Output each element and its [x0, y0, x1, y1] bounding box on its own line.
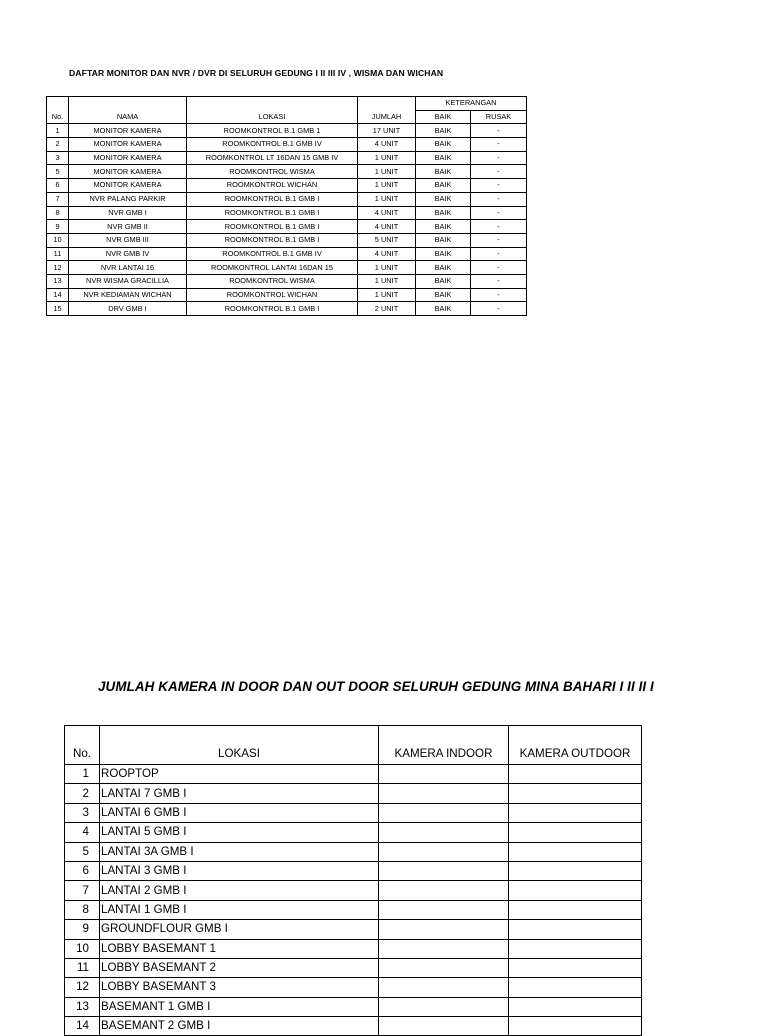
jumlah-cell: 1 UNIT [358, 288, 416, 302]
indoor-cell [379, 842, 509, 861]
nama-cell: NVR GMB I [69, 206, 187, 220]
nama-cell: MONITOR KAMERA [69, 165, 187, 179]
no-cell: 8 [65, 900, 100, 919]
rusak-cell: - [471, 302, 527, 316]
no-header-cell [47, 97, 69, 111]
table-row [65, 881, 642, 900]
nama-cell: NVR WISMA GRACILLIA [69, 274, 187, 288]
no-cell: 14 [65, 1017, 100, 1036]
lokasi-cell: ROOMKONTROL WISMA [187, 274, 358, 288]
baik-cell: BAIK [416, 302, 471, 316]
nama-cell: MONITOR KAMERA [69, 179, 187, 193]
no-cell: 3 [65, 803, 100, 822]
rusak-cell: - [471, 151, 527, 165]
rusak-header: RUSAK [471, 110, 527, 124]
outdoor-header: KAMERA OUTDOOR [509, 726, 642, 765]
indoor-header: KAMERA INDOOR [379, 726, 509, 765]
no-cell: 2 [47, 138, 69, 152]
no-cell: 7 [65, 881, 100, 900]
rusak-cell: - [471, 165, 527, 179]
baik-cell: BAIK [416, 206, 471, 220]
no-cell: 11 [47, 247, 69, 261]
no-cell: 4 [65, 823, 100, 842]
lokasi-cell: LANTAI 1 GMB I [100, 900, 379, 919]
outdoor-cell [509, 997, 642, 1016]
rusak-cell: - [471, 124, 527, 138]
table-row [65, 803, 642, 822]
lokasi-cell: ROOMKONTROL B.1 GMB 1 [187, 124, 358, 138]
rusak-cell: - [471, 192, 527, 206]
table-row [65, 842, 642, 861]
table-row [47, 179, 527, 193]
baik-cell: BAIK [416, 261, 471, 275]
no-cell: 13 [47, 274, 69, 288]
nama-cell: DRV GMB I [69, 302, 187, 316]
table-row [65, 939, 642, 958]
table-row [65, 900, 642, 919]
jumlah-cell: 1 UNIT [358, 179, 416, 193]
indoor-cell [379, 978, 509, 997]
outdoor-cell [509, 881, 642, 900]
nama-cell: NVR LANTAI 16 [69, 261, 187, 275]
indoor-cell [379, 881, 509, 900]
no-cell: 11 [65, 958, 100, 977]
header-row [47, 110, 527, 124]
no-cell: 1 [47, 124, 69, 138]
lokasi-cell: LOBBY BASEMANT 3 [100, 978, 379, 997]
nama-header-cell [69, 97, 187, 111]
indoor-cell [379, 765, 509, 784]
table-row [47, 302, 527, 316]
lokasi-cell: ROOMKONTROL WICHAN [187, 288, 358, 302]
no-cell: 13 [65, 997, 100, 1016]
nama-cell: NVR PALANG PARKIR [69, 192, 187, 206]
lokasi-cell: ROOMKONTROL B.1 GMB I [187, 220, 358, 234]
baik-cell: BAIK [416, 233, 471, 247]
lokasi-cell: ROOMKONTROL LANTAI 16DAN 15 [187, 261, 358, 275]
lokasi-cell: ROOMKONTROL LT 16DAN 15 GMB IV [187, 151, 358, 165]
rusak-cell: - [471, 138, 527, 152]
table-row [47, 124, 527, 138]
lokasi-cell: LANTAI 3 GMB I [100, 861, 379, 880]
no-cell: 9 [47, 220, 69, 234]
nama-header: NAMA [69, 110, 187, 124]
jumlah-header: JUMLAH [358, 110, 416, 124]
monitor-nvr-table [46, 96, 527, 316]
no-cell: 8 [47, 206, 69, 220]
lokasi-cell: ROOMKONTROL B.1 GMB IV [187, 247, 358, 261]
no-cell: 12 [47, 261, 69, 275]
outdoor-cell [509, 784, 642, 803]
indoor-cell [379, 900, 509, 919]
outdoor-cell [509, 920, 642, 939]
outdoor-cell [509, 823, 642, 842]
jumlah-cell: 1 UNIT [358, 261, 416, 275]
jumlah-cell: 17 UNIT [358, 124, 416, 138]
no-cell: 9 [65, 920, 100, 939]
no-cell: 2 [65, 784, 100, 803]
outdoor-cell [509, 861, 642, 880]
baik-cell: BAIK [416, 288, 471, 302]
table-row [47, 288, 527, 302]
no-cell: 15 [47, 302, 69, 316]
no-header: No. [47, 110, 69, 124]
monitor-list-title: DAFTAR MONITOR DAN NVR / DVR DI SELURUH GEDUNG I II III IV , WISMA DAN WICHAN [69, 68, 444, 78]
lokasi-cell: ROOMKONTROL B.1 GMB I [187, 233, 358, 247]
no-header: No. [65, 726, 100, 765]
lokasi-cell: ROOMKONTROL WISMA [187, 165, 358, 179]
nama-cell: NVR GMB IV [69, 247, 187, 261]
lokasi-cell: ROOMKONTROL B.1 GMB I [187, 192, 358, 206]
lokasi-cell: ROOMKONTROL B.1 GMB I [187, 302, 358, 316]
indoor-cell [379, 920, 509, 939]
no-cell: 5 [47, 165, 69, 179]
baik-cell: BAIK [416, 220, 471, 234]
baik-cell: BAIK [416, 138, 471, 152]
nama-cell: NVR GMB III [69, 233, 187, 247]
camera-count-title: JUMLAH KAMERA IN DOOR DAN OUT DOOR SELURUH GEDUNG MINA BAHARI I II II I [98, 679, 654, 694]
no-cell: 14 [47, 288, 69, 302]
jumlah-cell: 1 UNIT [358, 274, 416, 288]
outdoor-cell [509, 803, 642, 822]
indoor-cell [379, 997, 509, 1016]
rusak-cell: - [471, 274, 527, 288]
outdoor-cell [509, 900, 642, 919]
lokasi-cell: ROOMKONTROL B.1 GMB I [187, 206, 358, 220]
indoor-cell [379, 939, 509, 958]
no-cell: 3 [47, 151, 69, 165]
rusak-cell: - [471, 247, 527, 261]
header-row [65, 726, 642, 765]
table-row [65, 920, 642, 939]
table-row [65, 861, 642, 880]
jumlah-cell: 2 UNIT [358, 302, 416, 316]
rusak-cell: - [471, 220, 527, 234]
lokasi-cell: LOBBY BASEMANT 2 [100, 958, 379, 977]
table-row [47, 206, 527, 220]
jumlah-header-cell [358, 97, 416, 111]
baik-cell: BAIK [416, 151, 471, 165]
table-row [65, 958, 642, 977]
indoor-cell [379, 861, 509, 880]
lokasi-cell: LANTAI 5 GMB I [100, 823, 379, 842]
jumlah-cell: 1 UNIT [358, 151, 416, 165]
baik-cell: BAIK [416, 274, 471, 288]
rusak-cell: - [471, 288, 527, 302]
indoor-cell [379, 803, 509, 822]
table-row [65, 978, 642, 997]
baik-cell: BAIK [416, 247, 471, 261]
lokasi-cell: ROOPTOP [100, 765, 379, 784]
table-row [47, 151, 527, 165]
baik-header: BAIK [416, 110, 471, 124]
table-row [65, 823, 642, 842]
outdoor-cell [509, 842, 642, 861]
lokasi-header: LOKASI [187, 110, 358, 124]
lokasi-cell: GROUNDFLOUR GMB I [100, 920, 379, 939]
nama-cell: NVR KEDIAMAN WICHAN [69, 288, 187, 302]
lokasi-cell: LANTAI 6 GMB I [100, 803, 379, 822]
table-row [47, 261, 527, 275]
jumlah-cell: 4 UNIT [358, 247, 416, 261]
lokasi-cell: LANTAI 3A GMB I [100, 842, 379, 861]
no-cell: 6 [65, 861, 100, 880]
table-row [65, 1017, 642, 1036]
table-row [47, 247, 527, 261]
no-cell: 10 [47, 233, 69, 247]
no-cell: 7 [47, 192, 69, 206]
nama-cell: MONITOR KAMERA [69, 138, 187, 152]
baik-cell: BAIK [416, 192, 471, 206]
lokasi-cell: LANTAI 7 GMB I [100, 784, 379, 803]
baik-cell: BAIK [416, 124, 471, 138]
table-row [47, 165, 527, 179]
jumlah-cell: 4 UNIT [358, 138, 416, 152]
jumlah-cell: 1 UNIT [358, 192, 416, 206]
lokasi-cell: ROOMKONTROL B.1 GMB IV [187, 138, 358, 152]
no-cell: 6 [47, 179, 69, 193]
outdoor-cell [509, 1017, 642, 1036]
outdoor-cell [509, 939, 642, 958]
baik-cell: BAIK [416, 179, 471, 193]
indoor-cell [379, 1017, 509, 1036]
nama-cell: MONITOR KAMERA [69, 124, 187, 138]
table-row [65, 765, 642, 784]
lokasi-header: LOKASI [100, 726, 379, 765]
lokasi-header-cell [187, 97, 358, 111]
rusak-cell: - [471, 261, 527, 275]
lokasi-cell: BASEMANT 1 GMB I [100, 997, 379, 1016]
keterangan-header: KETERANGAN [416, 97, 527, 111]
outdoor-cell [509, 958, 642, 977]
outdoor-cell [509, 978, 642, 997]
jumlah-cell: 4 UNIT [358, 220, 416, 234]
no-cell: 12 [65, 978, 100, 997]
rusak-cell: - [471, 206, 527, 220]
jumlah-cell: 1 UNIT [358, 165, 416, 179]
outdoor-cell [509, 765, 642, 784]
header-row-top [47, 97, 527, 111]
table-row [47, 274, 527, 288]
table-row [47, 233, 527, 247]
jumlah-cell: 5 UNIT [358, 233, 416, 247]
jumlah-cell: 4 UNIT [358, 206, 416, 220]
indoor-cell [379, 823, 509, 842]
rusak-cell: - [471, 233, 527, 247]
lokasi-cell: LANTAI 2 GMB I [100, 881, 379, 900]
baik-cell: BAIK [416, 165, 471, 179]
lokasi-cell: BASEMANT 2 GMB I [100, 1017, 379, 1036]
rusak-cell: - [471, 179, 527, 193]
nama-cell: NVR GMB II [69, 220, 187, 234]
indoor-cell [379, 958, 509, 977]
table-row [47, 192, 527, 206]
table-row [65, 997, 642, 1016]
indoor-cell [379, 784, 509, 803]
table-row [47, 220, 527, 234]
lokasi-cell: LOBBY BASEMANT 1 [100, 939, 379, 958]
no-cell: 5 [65, 842, 100, 861]
nama-cell: MONITOR KAMERA [69, 151, 187, 165]
table-row [65, 784, 642, 803]
camera-count-table [64, 725, 642, 1036]
table-row [47, 138, 527, 152]
no-cell: 1 [65, 765, 100, 784]
lokasi-cell: ROOMKONTROL WICHAN [187, 179, 358, 193]
no-cell: 10 [65, 939, 100, 958]
